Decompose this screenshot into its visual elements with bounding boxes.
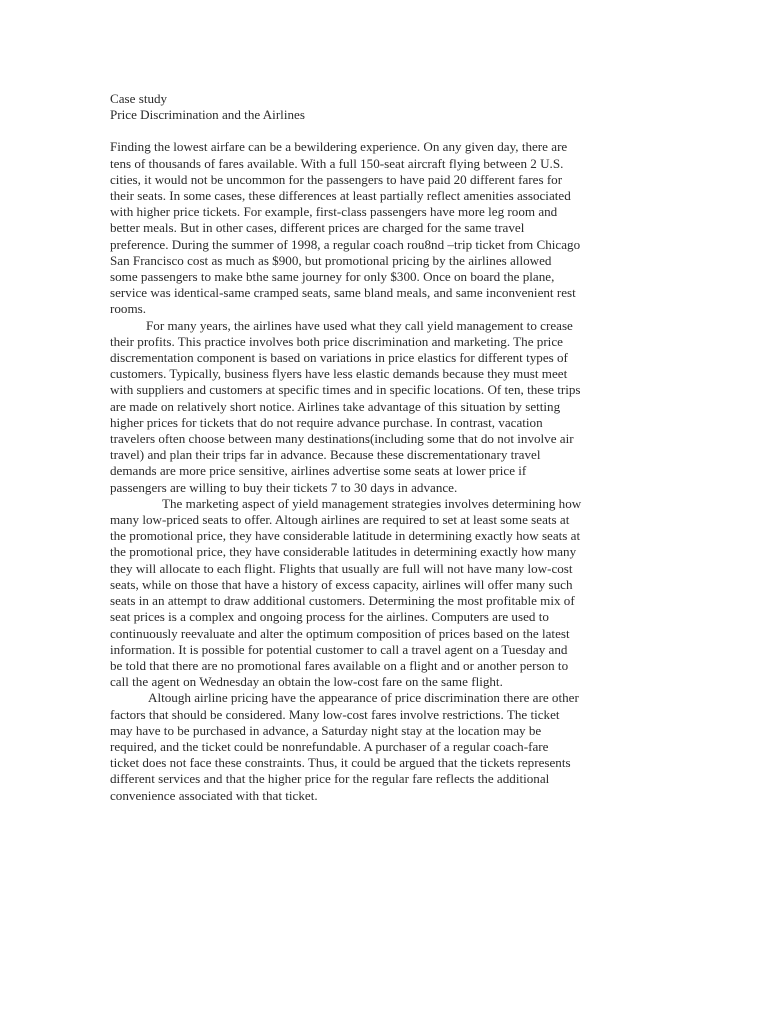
- paragraph-line: tens of thousands of fares available. With a full 150-seat aircraft flying between 2 U.S.: [110, 155, 564, 171]
- paragraph-line: different services and that the higher price for the regular fare reflects the additional: [110, 771, 550, 787]
- paragraph-line: with higher price tickets. For example, first-class passengers have more leg room and: [110, 204, 558, 220]
- paragraph-line: higher prices for tickets that do not require advance purchase. In contrast, vacation: [110, 414, 543, 430]
- paragraph-line: required, and the ticket could be nonrefundable. A purchaser of a regular coach-fare: [110, 738, 549, 754]
- paragraph-line: convenience associated with that ticket.: [110, 787, 318, 803]
- paragraph-line: the promotional price, they have considerable latitude in determining exactly how seats at: [110, 528, 581, 544]
- paragraph-line: The marketing aspect of yield management strategies involves determining how: [162, 495, 582, 511]
- paragraph-line: rooms.: [110, 301, 147, 317]
- paragraph-2: [110, 318, 650, 496]
- paragraph-line: factors that should be considered. Many low-cost fares involve restrictions. The ticket: [110, 706, 560, 722]
- paragraph-line: service was identical-same cramped seats, same bland meals, and same inconvenient rest: [110, 285, 576, 301]
- paragraph-line: the promotional price, they have considerable latitudes in determining exactly how many: [110, 544, 577, 560]
- paragraph-line: passengers are willing to buy their tickets 7 to 30 days in advance.: [110, 479, 458, 495]
- paragraph-line: seats in an attempt to draw additional customers. Determining the most profitable mix of: [110, 593, 575, 609]
- paragraph-line: are made on relatively short notice. Airlines take advantage of this situation by setting: [110, 398, 561, 414]
- document-title: Price Discrimination and the Airlines: [110, 107, 305, 123]
- paragraph-line: call the agent on Wednesday an obtain the low-cost fare on the same flight.: [110, 674, 503, 690]
- paragraph-line: San Francisco cost as much as $900, but promotional pricing by the airlines allowed: [110, 252, 552, 268]
- paragraph-line: many low-priced seats to offer. Altough airlines are required to set at least some seats at: [110, 512, 570, 528]
- paragraph-3: [110, 496, 650, 690]
- paragraph-line: some passengers to make bthe same journey for only $300. Once on board the plane,: [110, 269, 555, 285]
- paragraph-1: [110, 139, 650, 317]
- paragraph-line: better meals. But in other cases, different prices are charged for the same travel: [110, 220, 525, 236]
- paragraph-line: seats, while on those that have a history of excess capacity, airlines will offer many such: [110, 576, 573, 592]
- paragraph-list: [110, 139, 650, 803]
- paragraph-line: continuously reevaluate and alter the optimum composition of prices based on the latest: [110, 625, 570, 641]
- paragraph-4: [110, 690, 650, 803]
- paragraph-line: may have to be purchased in advance, a Saturday night stay at the location may be: [110, 722, 542, 738]
- heading-spacer: [110, 123, 650, 139]
- paragraph-line: demands are more price sensitive, airlines advertise some seats at lower price if: [110, 463, 527, 479]
- paragraph-line: their seats. In some cases, these differences at least partially reflect amenities associated: [110, 188, 571, 204]
- paragraph-line: with suppliers and customers at specific times and in specific locations. Of ten, these trips: [110, 382, 581, 398]
- case-study-label: Case study: [110, 91, 168, 106]
- paragraph-line: ticket does not face these constraints. Thus, it could be argued that the tickets represents: [110, 755, 571, 771]
- paragraph-line: they will allocate to each flight. Flights that usually are full will not have many low-cost: [110, 560, 573, 576]
- paragraph-line: travel) and plan their trips far in advance. Because these discrementationary travel: [110, 447, 541, 463]
- paragraph-line: For many years, the airlines have used what they call yield management to crease: [146, 317, 573, 333]
- paragraph-line: travelers often choose between many destinations(including some that do not involve air: [110, 431, 574, 447]
- paragraph-line: their profits. This practice involves both price discrimination and marketing. The price: [110, 333, 563, 349]
- paragraph-line: information. It is possible for potential customer to call a travel agent on a Tuesday and: [110, 641, 568, 657]
- paragraph-line: be told that there are no promotional fares available on a flight and or another person to: [110, 657, 569, 673]
- paragraph-line: customers. Typically, business flyers have less elastic demands because they must meet: [110, 366, 568, 382]
- paragraph-line: discrementation component is based on variations in price elastics for different types of: [110, 350, 568, 366]
- paragraph-line: Altough airline pricing have the appearance of price discrimination there are other: [148, 690, 579, 706]
- paragraph-line: Finding the lowest airfare can be a bewildering experience. On any given day, there are: [110, 139, 568, 155]
- paragraph-line: cities, it would not be uncommon for the passengers to have paid 20 different fares for: [110, 171, 563, 187]
- document-body: [110, 91, 650, 804]
- paragraph-line: preference. During the summer of 1998, a regular coach rou8nd –trip ticket from Chicago: [110, 236, 581, 252]
- paragraph-line: seat prices is a complex and ongoing process for the airlines. Computers are used to: [110, 609, 549, 625]
